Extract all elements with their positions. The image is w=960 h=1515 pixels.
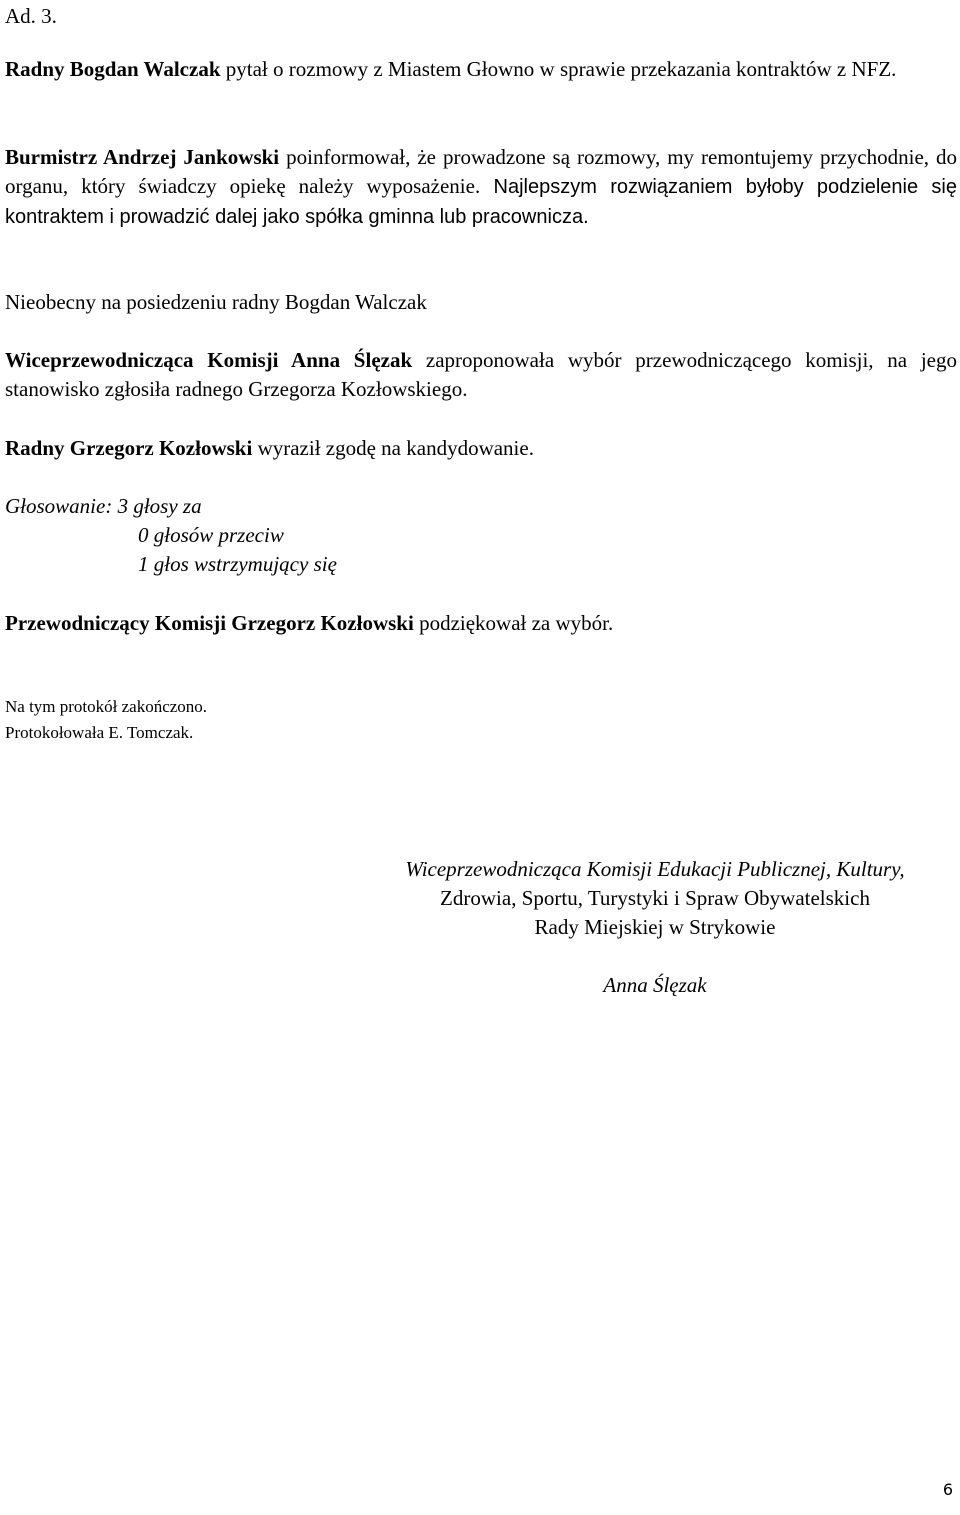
paragraph-text: poinformował, że prowadzone są rozmowy, my remontujemy przychodnie, do organu, który świadczy opiekę należy wyposażenie. — [5, 145, 957, 198]
paragraph-nomination — [5, 346, 957, 404]
closing-line: Na tym protokół zakończono. — [5, 697, 208, 716]
vote-abstain: 1 głos wstrzymujący się — [138, 552, 337, 576]
paragraph-text: pytał o rozmowy z Miastem Głowno w sprawie przekazania kontraktów z NFZ. — [220, 57, 897, 81]
speaker-name: Burmistrz Andrzej Jankowski — [5, 145, 280, 169]
vote-against: 0 głosów przeciw — [138, 523, 284, 547]
closing-note — [5, 694, 957, 746]
paragraph-consent — [5, 434, 957, 463]
speaker-name: Radny Grzegorz Kozłowski — [5, 436, 253, 460]
paragraph-thanks — [5, 609, 957, 638]
speaker-name: Przewodniczący Komisji Grzegorz Kozłowski — [5, 611, 414, 635]
signature-title: Wiceprzewodnicząca Komisji Edukacji Publicznej, Kultury, — [405, 857, 905, 881]
speaker-name: Wiceprzewodnicząca Komisji Anna Ślęzak — [5, 348, 413, 372]
vote-results — [5, 492, 337, 579]
section-heading: Ad. 3. — [5, 4, 57, 28]
page-number: 6 — [942, 1480, 953, 1499]
vote-for: Głosowanie: 3 głosy za — [5, 494, 202, 518]
absence-note: Nieobecny na posiedzeniu radny Bogdan Walczak — [5, 290, 427, 314]
signature-council: Rady Miejskiej w Strykowie — [534, 915, 776, 939]
paragraph-walczak-question — [5, 55, 957, 84]
paragraph-text-sans: Najlepszym rozwiązaniem byłoby podzielenie się kontraktem i prowadzić dalej jako spółka gminna lub pracownicza. — [5, 176, 957, 228]
paragraph-burmistrz-answer — [5, 143, 957, 232]
signature-committee: Zdrowia, Sportu, Turystyki i Spraw Obywatelskich — [440, 886, 870, 910]
paragraph-text: zaproponowała wybór przewodniczącego komisji, na jego stanowisko zgłosiła radnego Grzegorza Kozłowskiego. — [5, 348, 957, 401]
speaker-name: Radny Bogdan Walczak — [5, 57, 221, 81]
paragraph-text: wyraził zgodę na kandydowanie. — [252, 436, 534, 460]
paragraph-text: podziękował za wybór. — [413, 611, 614, 635]
signature-name: Anna Ślęzak — [603, 973, 707, 997]
recorder-line: Protokołowała E. Tomczak. — [5, 723, 194, 742]
signature-block — [320, 855, 960, 1000]
